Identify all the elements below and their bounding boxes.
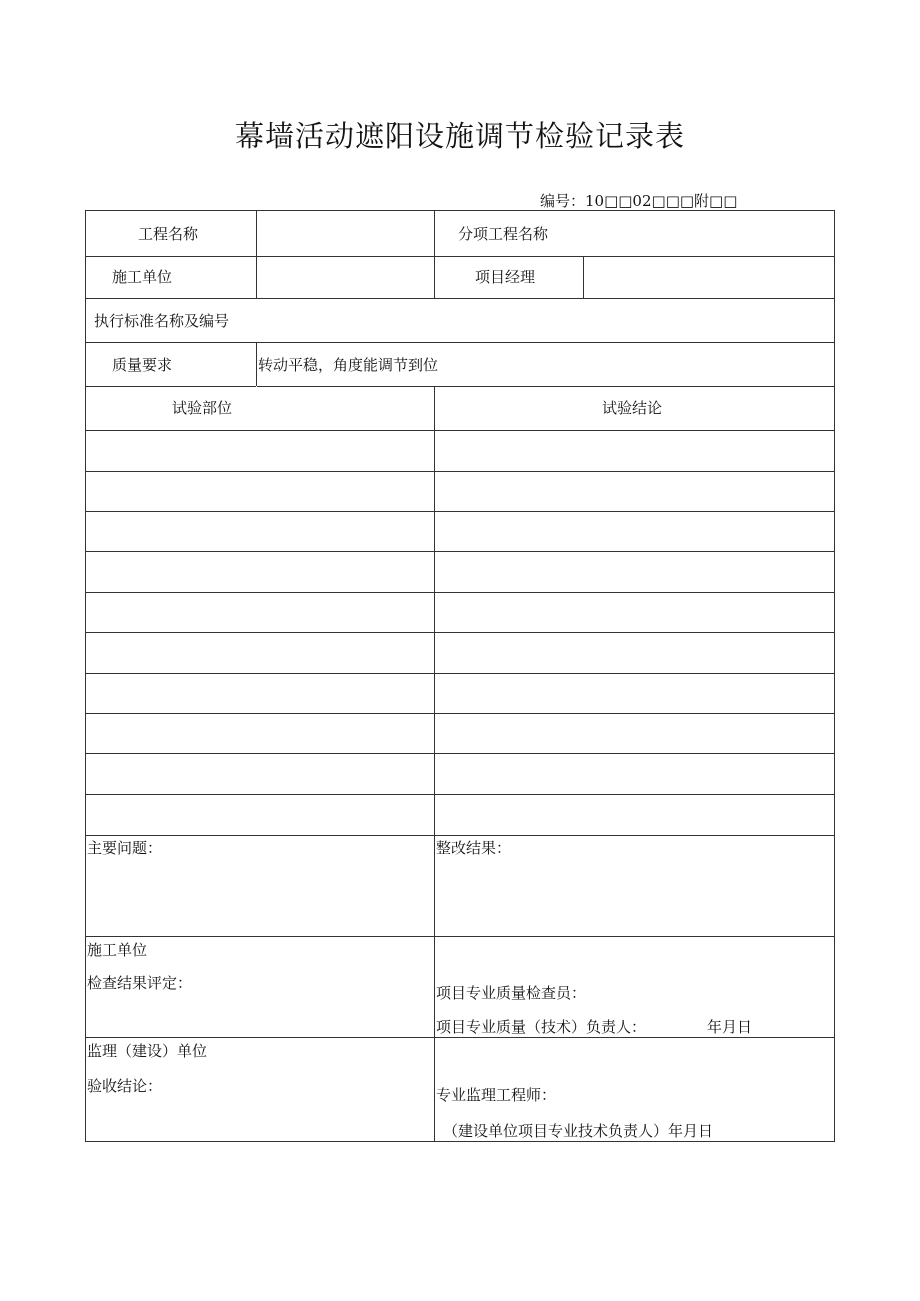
label-acceptance-conclusion: 验收结论： xyxy=(87,1077,163,1095)
label-rectification: 整改结果： xyxy=(436,839,512,857)
label-supervision-unit: 监理（建设）单位 xyxy=(87,1042,208,1060)
label-construction-unit-2: 施工单位 xyxy=(87,941,148,959)
label-quality-inspector: 项目专业质量检查员： xyxy=(436,984,587,1002)
label-quality-leader: 项目专业质量（技术）负责人： xyxy=(436,1018,647,1036)
label-project-name: 工程名称 xyxy=(138,225,199,243)
header-test-conclusion: 试验结论 xyxy=(602,399,663,417)
label-inspection-evaluation: 检查结果评定： xyxy=(87,974,193,992)
quality-requirement-value: 转动平稳，角度能调节到位 xyxy=(258,356,439,374)
label-construction-unit: 施工单位 xyxy=(112,268,173,286)
label-date-1: 年月日 xyxy=(707,1018,753,1036)
document-code: 编号：10□□02□□□附□□ xyxy=(540,192,738,210)
header-test-location: 试验部位 xyxy=(172,399,233,417)
label-standard: 执行标准名称及编号 xyxy=(94,312,230,330)
label-sub-project-name: 分项工程名称 xyxy=(458,225,549,243)
label-supervision-engineer: 专业监理工程师： xyxy=(436,1086,557,1104)
label-main-issues: 主要问题： xyxy=(87,839,163,857)
label-quality-requirement: 质量要求 xyxy=(112,356,173,374)
page-title: 幕墙活动遮阳设施调节检验记录表 xyxy=(234,119,685,153)
label-project-manager: 项目经理 xyxy=(475,268,536,286)
label-owner-tech-leader: （建设单位项目专业技术负责人）年月日 xyxy=(443,1122,714,1140)
